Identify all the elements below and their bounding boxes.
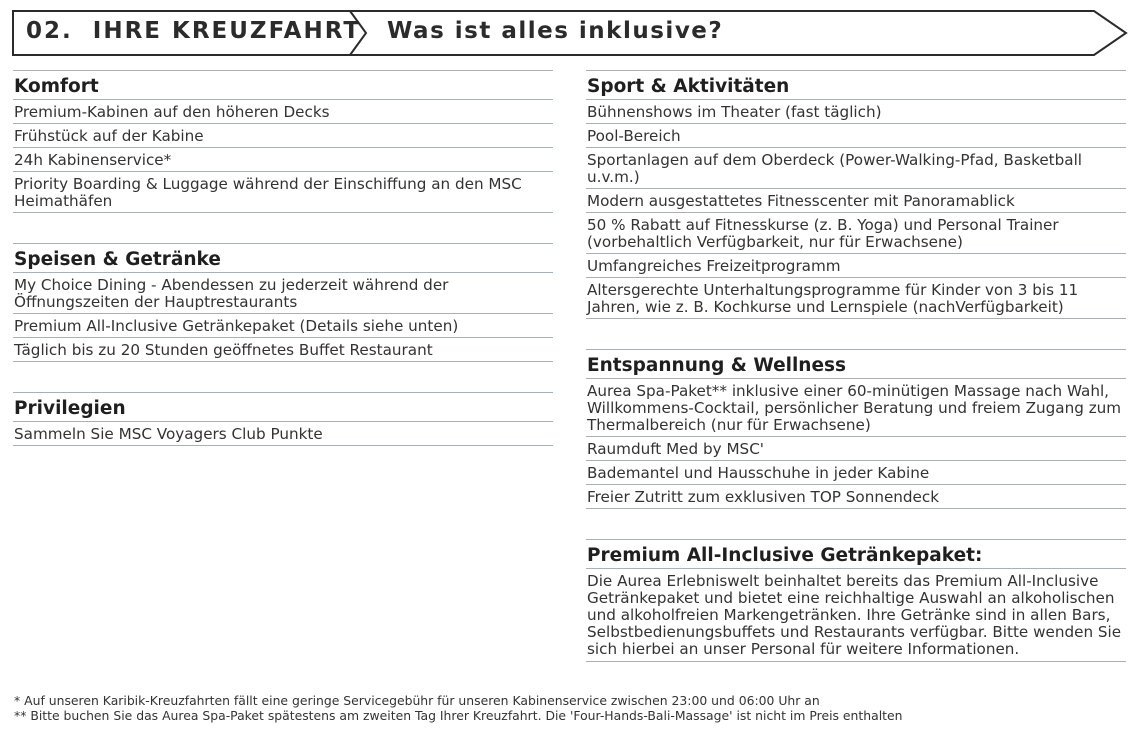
section-title: Entspannung & Wellness [586, 349, 1126, 379]
section-title: Premium All-Inclusive Getränkepaket: [586, 539, 1126, 569]
section-title: Privilegien [13, 392, 553, 422]
section-title: Komfort [13, 70, 553, 100]
section-speisen [13, 243, 553, 362]
list-item: Freier Zutritt zum exklusiven TOP Sonnendeck [586, 485, 1126, 509]
chapter-number: 02. [26, 18, 73, 44]
section-title: Speisen & Getränke [13, 243, 553, 273]
list-item: Frühstück auf der Kabine [13, 124, 553, 148]
list-item: Sammeln Sie MSC Voyagers Club Punkte [13, 422, 553, 446]
list-item: Pool-Bereich [586, 124, 1126, 148]
list-item: Aurea Spa-Paket** inklusive einer 60-minütigen Massage nach Wahl, Willkommens-Cocktail, persönlicher Beratung und freiem Zugang zum Thermalbereich (nur für Erwachsene) [586, 379, 1126, 437]
section-privilegien [13, 392, 553, 446]
list-item: Raumduft Med by MSC' [586, 437, 1126, 461]
right-column [586, 70, 1126, 662]
list-item: Bademantel und Hausschuhe in jeder Kabine [586, 461, 1126, 485]
section-komfort [13, 70, 553, 213]
left-column [13, 70, 553, 446]
list-item: Bühnenshows im Theater (fast täglich) [586, 100, 1126, 124]
footnotes [14, 693, 902, 723]
section-wellness [586, 349, 1126, 509]
list-item: Sportanlagen auf dem Oberdeck (Power-Walking-Pfad, Basketball u.v.m.) [586, 148, 1126, 189]
list-item: Modern ausgestattetes Fitnesscenter mit Panoramablick [586, 189, 1126, 213]
list-item: Täglich bis zu 20 Stunden geöffnetes Buffet Restaurant [13, 338, 553, 362]
chapter-label [26, 18, 361, 44]
list-item: My Choice Dining - Abendessen zu jederzeit während der Öffnungszeiten der Hauptrestaurants [13, 273, 553, 314]
footnote: ** Bitte buchen Sie das Aurea Spa-Paket spätestens am zweiten Tag Ihrer Kreuzfahrt. Die 'Four-Hands-Bali-Massage' ist nicht im Preis enthalten [14, 708, 903, 723]
list-item: Premium-Kabinen auf den höheren Decks [13, 100, 553, 124]
list-item: Premium All-Inclusive Getränkepaket (Details siehe unten) [13, 314, 553, 338]
section-getraenkepaket [586, 539, 1126, 662]
paket-description: Die Aurea Erlebniswelt beinhaltet bereits das Premium All-Inclusive Getränkepaket und bietet eine reichhaltige Auswahl an alkoholischen und alkoholfreien Markengetränken. Ihre Getränke sind in allen Bars, Selbstbedienungsbuffets und Restaurants verfügbar. Bitte wenden Sie sich hierbei an unser Personal für weitere Informationen. [586, 569, 1126, 662]
page-title: Was ist alles inklusive? [387, 18, 724, 44]
chapter-section: IHRE KREUZFAHRT [92, 18, 362, 44]
list-item: Umfangreiches Freizeitprogramm [586, 254, 1126, 278]
list-item: Priority Boarding & Luggage während der Einschiffung an den MSC Heimathäfen [13, 172, 553, 213]
list-item: 50 % Rabatt auf Fitnesskurse (z. B. Yoga) und Personal Trainer (vorbehaltlich Verfügbarkeit, nur für Erwachsene) [586, 213, 1126, 254]
footnote: * Auf unseren Karibik-Kreuzfahrten fällt eine geringe Servicegebühr für unseren Kabinenservice zwischen 23:00 und 06:00 Uhr an [14, 693, 820, 708]
list-item: 24h Kabinenservice* [13, 148, 553, 172]
section-title: Sport & Aktivitäten [586, 70, 1126, 100]
header-banner [12, 10, 1128, 56]
list-item: Altersgerechte Unterhaltungsprogramme für Kinder von 3 bis 11 Jahren, wie z. B. Kochkurse und Lernspiele (nachVerfügbarkeit) [586, 278, 1126, 319]
section-sport [586, 70, 1126, 319]
